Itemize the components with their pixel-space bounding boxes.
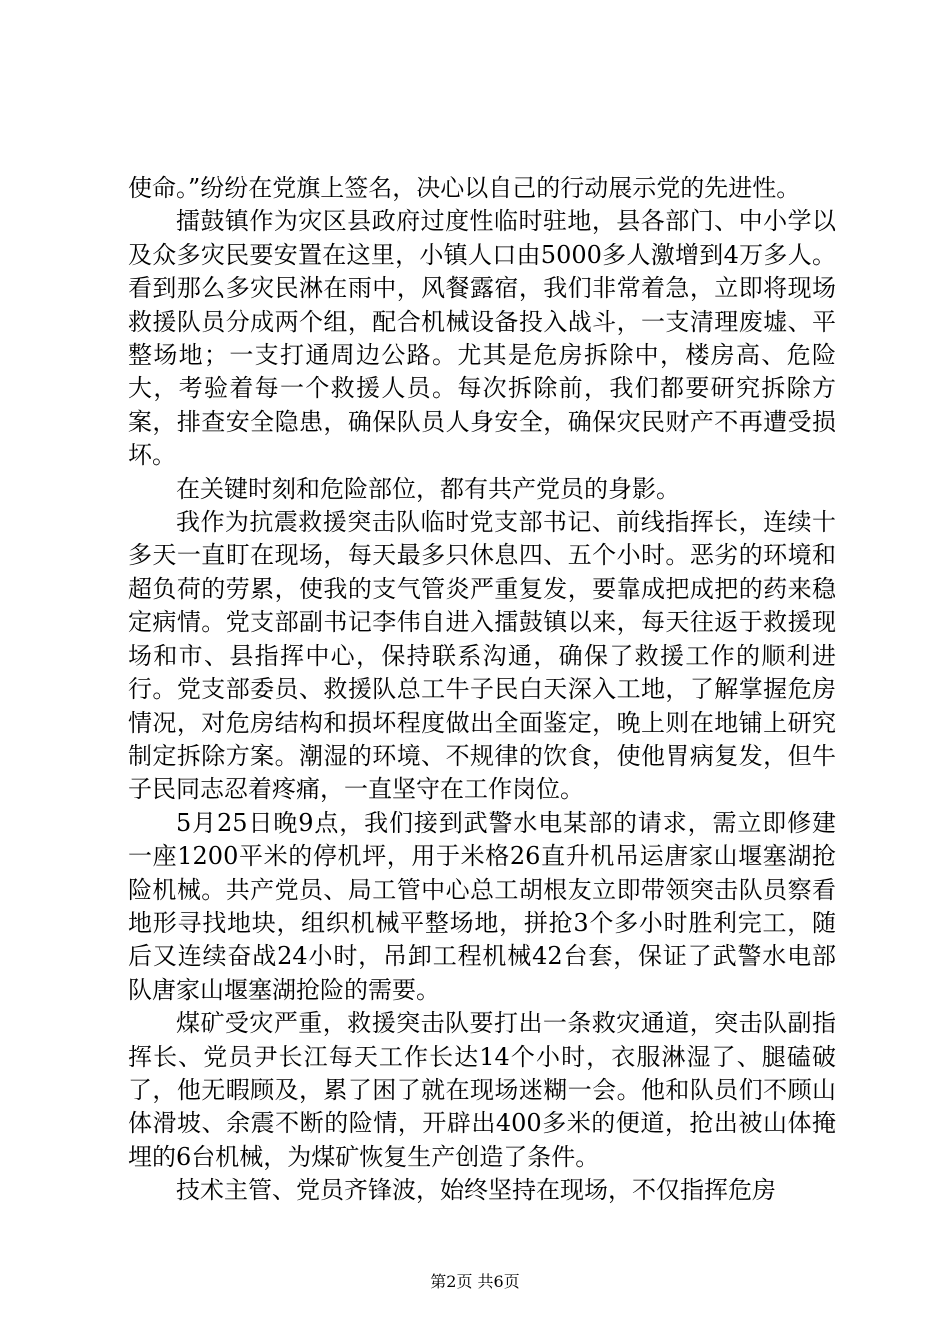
paragraph: 技术主管、党员齐锋波，始终坚持在现场，不仅指挥危房 (176, 1176, 776, 1205)
paragraph: 煤矿受灾严重，救援突击队要打出一条救灾通道，突击队副指挥长、党员尹长江每天工作长达14个小时，衣服淋湿了、腿磕破了，他无暇顾及，累了困了就在现场迷糊一会。他和队员们不顾山体滑坡、余震不断的险情，开辟出400多米的便道，抢出被山体掩埋的6台机械，为煤矿恢复生产创造了条件。 (128, 1009, 836, 1171)
page-number-footer: 第2页 共6页 (430, 1272, 520, 1291)
paragraph: 擂鼓镇作为灾区县政府过度性临时驻地，县各部门、中小学以及众多灾民要安置在这里，小镇人口由5000多人激增到4万多人。看到那么多灾民淋在雨中，风餐露宿，我们非常着急，立即将现场救援队员分成两个组，配合机械设备投入战斗，一支清理废墟、平整场地；一支打通周边公路。尤其是危房拆除中，楼房高、危险大，考验着每一个救援人员。每次拆除前，我们都要研究拆除方案，排查安全隐患，确保队员人身安全，确保灾民财产不再遭受损坏。 (128, 207, 836, 470)
paragraph: 在关键时刻和危险部位，都有共产党员的身影。 (176, 474, 680, 503)
paragraph: 5月25日晚9点，我们接到武警水电某部的请求，需立即修建一座1200平米的停机坪，用于米格26直升机吊运唐家山堰塞湖抢险机械。共产党员、局工管中心总工胡根友立即带领突击队员察看地形寻找地块，组织机械平整场地，拼抢3个多小时胜利完工，随后又连续奋战24小时，吊卸工程机械42台套，保证了武警水电部队唐家山堰塞湖抢险的需要。 (128, 808, 836, 1004)
paragraph: 我作为抗震救援突击队临时党支部书记、前线指挥长，连续十多天一直盯在现场，每天最多只休息四、五个小时。恶劣的环境和超负荷的劳累，使我的支气管炎严重复发，要靠成把成把的药来稳定病情。党支部副书记李伟自进入擂鼓镇以来，每天往返于救援现场和市、县指挥中心，保持联系沟通，确保了救援工作的顺利进行。党支部委员、救援队总工牛子民白天深入工地，了解掌握危房情况，对危房结构和损坏程度做出全面鉴定，晚上则在地铺上研究制定拆除方案。潮湿的环境、不规律的饮食，使他胃病复发，但牛子民同志忍着疼痛，一直坚守在工作岗位。 (128, 508, 836, 804)
document-body (128, 172, 836, 1208)
paragraph: 使命。”纷纷在党旗上签名，决心以自己的行动展示党的先进性。 (128, 174, 801, 202)
